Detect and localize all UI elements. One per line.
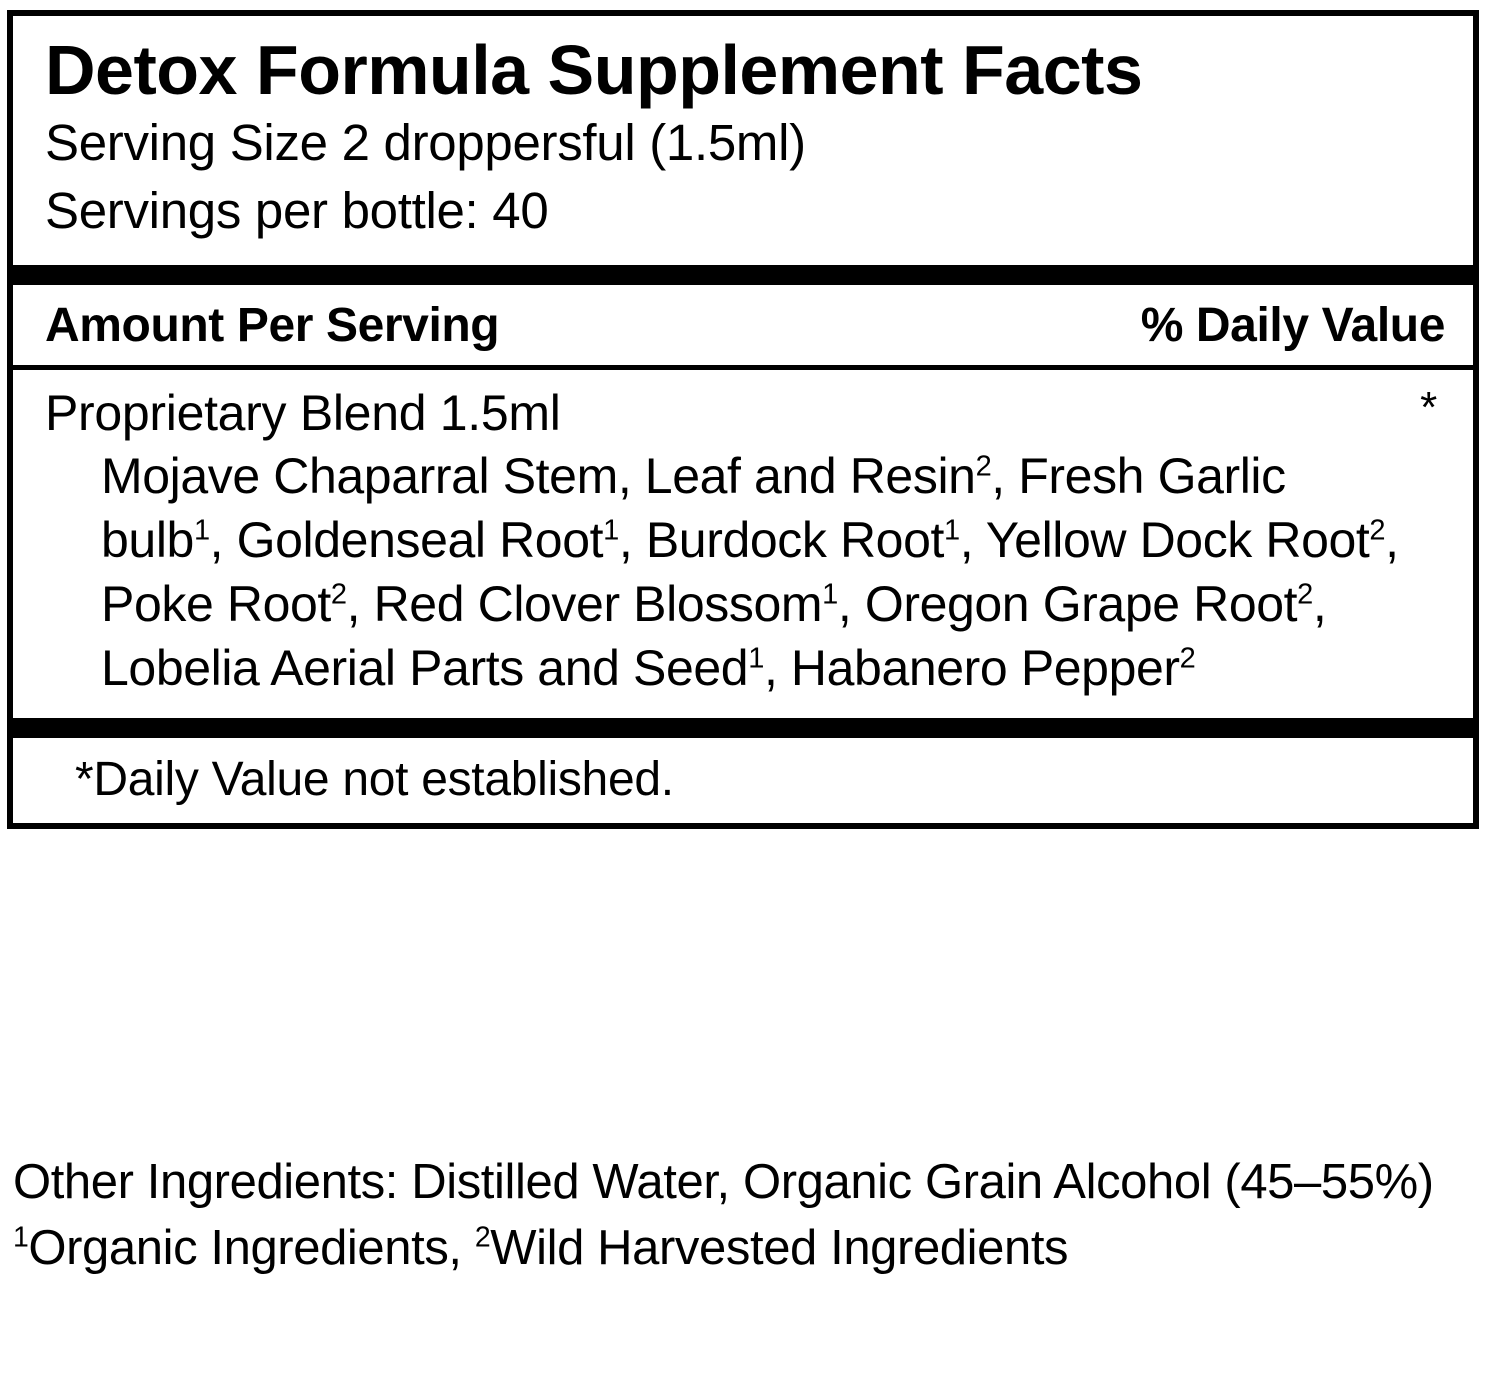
- footer-block: [13, 1152, 1483, 1279]
- divider-thick-top: [13, 265, 1473, 285]
- blend-ingredients-list: Mojave Chaparral Stem, Leaf and Resin$^2$, Fresh Garlic bulb$^1$, Goldenseal Root$^1$, Burdock Root$^1$, Yellow Dock Root$^2$, Poke Root$^2$, Red Clover Blossom$^1$, Oregon Grape Root$^2$, Lobelia Aerial Parts and Seed$^1$, Habanero Pepper$^2$: [101, 447, 1399, 696]
- blend-header-line: [45, 384, 1445, 442]
- column-headers-row: [13, 285, 1473, 365]
- blend-name: Proprietary Blend 1.5ml: [45, 384, 561, 441]
- page-title: Detox Formula Supplement Facts: [45, 31, 1143, 109]
- ingredient-source-notes: $^1$Organic Ingredients, $^2$Wild Harvested Ingredients: [13, 1220, 1069, 1275]
- supplement-facts-panel: [7, 10, 1479, 829]
- panel-header: [13, 16, 1473, 265]
- serving-size-text: Serving Size 2 droppersful (1.5ml): [45, 114, 806, 172]
- proprietary-blend-row: [13, 370, 1473, 718]
- daily-value-footnote: *Daily Value not established.: [75, 752, 674, 806]
- servings-per-bottle-text: Servings per bottle: 40: [45, 182, 549, 240]
- daily-value-header: % Daily Value: [1140, 298, 1445, 352]
- blend-daily-value: *: [1420, 382, 1437, 432]
- divider-thick-bottom: [13, 718, 1473, 738]
- other-ingredients-text: Other Ingredients: Distilled Water, Organic Grain Alcohol (45–55%): [13, 1155, 1434, 1209]
- amount-per-serving-header: Amount Per Serving: [45, 298, 500, 352]
